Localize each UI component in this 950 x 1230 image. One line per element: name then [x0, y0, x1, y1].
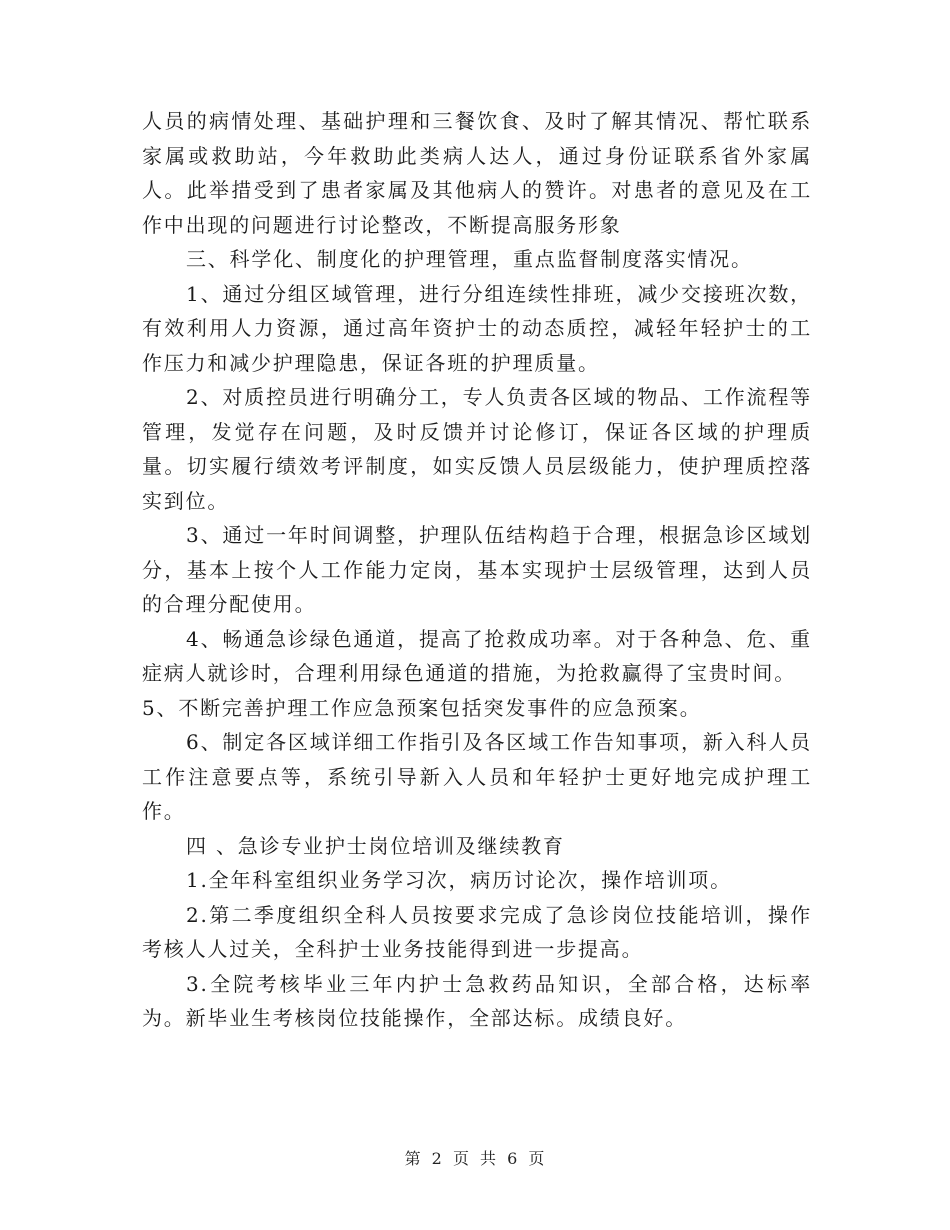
- page-number-footer: 第 2 页 共 6 页: [404, 1149, 546, 1168]
- paragraph: 5、不断完善护理工作应急预案包括突发事件的应急预案。: [142, 695, 702, 720]
- paragraph: 6、制定各区域详细工作指引及各区域工作告知事项，新入科人员工作注意要点等，系统引导新入人员和年轻护士更好地完成护理工作。: [142, 730, 812, 823]
- section-heading: 三、科学化、制度化的护理管理，重点监督制度落实情况。: [186, 247, 753, 271]
- paragraph: 2.第二季度组织全科人员按要求完成了急诊岗位技能培训，操作考核人人过关，全科护士业务技能得到进一步提高。: [142, 902, 812, 961]
- paragraph: 3.全院考核毕业三年内护士急救药品知识，全部合格，达标率为。新毕业生考核岗位技能操作，全部达标。成绩良好。: [142, 971, 812, 1030]
- section-heading: 四 、急诊专业护士岗位培训及继续教育: [186, 833, 565, 858]
- paragraph: 2、对质控员进行明确分工，专人负责各区域的物品、工作流程等管理，发觉存在问题，及时反馈并讨论修订，保证各区域的护理质量。切实履行绩效考评制度，如实反馈人员层级能力，使护理质控落实到位。: [142, 385, 812, 513]
- paragraph: 1、通过分组区域管理，进行分组连续性排班，减少交接班次数，有效利用人力资源，通过高年资护士的动态质控，减轻年轻护士的工作压力和减少护理隐患，保证各班的护理质量。: [142, 281, 812, 375]
- paragraph: 3、通过一年时间调整，护理队伍结构趋于合理，根据急诊区域划分，基本上按个人工作能力定岗，基本实现护士层级管理，达到人员的合理分配使用。: [142, 523, 812, 616]
- paragraph: 人员的病情处理、基础护理和三餐饮食、及时了解其情况、帮忙联系家属或救助站，今年救助此类病人达人，通过身份证联系省外家属人。此举措受到了患者家属及其他病人的赞许。对患者的意见及在工作中出现的问题进行讨论整改，不断提高服务形象: [142, 109, 812, 237]
- paragraph: 4、畅通急诊绿色通道，提高了抢救成功率。对于各种急、危、重症病人就诊时，合理利用绿色通道的措施，为抢救赢得了宝贵时间。: [142, 626, 812, 685]
- document-body: [142, 104, 812, 1036]
- paragraph: 1.全年科室组织业务学习次，病历讨论次，操作培训项。: [186, 868, 732, 892]
